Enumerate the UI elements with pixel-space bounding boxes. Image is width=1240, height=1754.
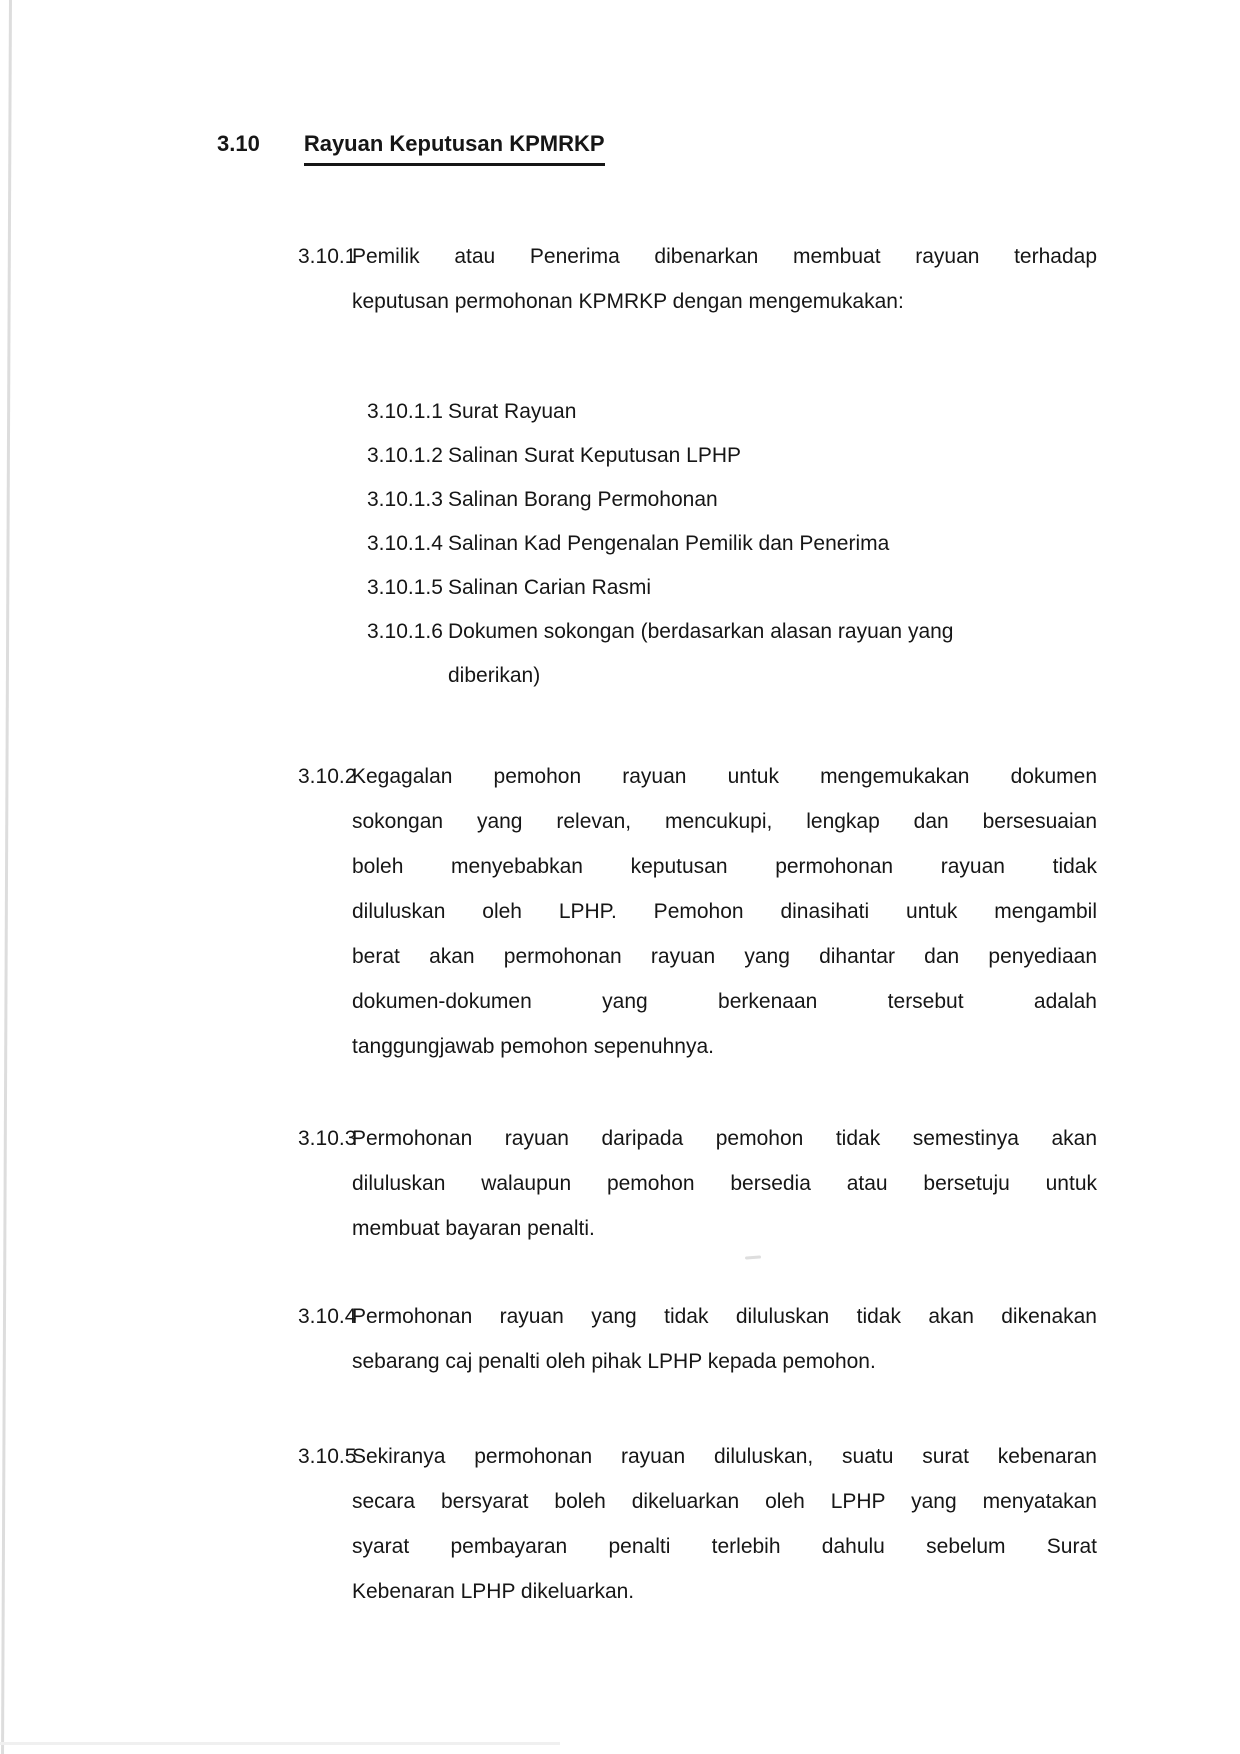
clause-3-10-3 <box>298 1116 1097 1251</box>
clause-body <box>352 234 1097 324</box>
clause-3-10-4 <box>298 1294 1097 1384</box>
clause-line: secara bersyarat boleh dikeluarkan oleh LPHP yang menyatakan <box>352 1490 1097 1513</box>
section-title: Rayuan Keputusan KPMRKP <box>304 128 605 166</box>
clause-body <box>352 1116 1097 1251</box>
list-item <box>367 566 954 610</box>
list-item-text: Salinan Carian Rasmi <box>448 576 652 599</box>
clause-line: diluluskan walaupun pemohon bersedia atau bersetuju untuk <box>352 1172 1097 1195</box>
clause-body <box>352 754 1097 1069</box>
list-item-text: Surat Rayuan <box>448 400 577 423</box>
scan-smudge-bottom <box>0 1742 560 1745</box>
scan-speck-artifact <box>745 1255 761 1259</box>
clause-line: dokumen-dokumen yang berkenaan tersebut adalah <box>352 990 1097 1013</box>
clause-number: 3.10.4 <box>298 1305 357 1328</box>
clause-3-10-5 <box>298 1434 1097 1614</box>
clause-line: berat akan permohonan rayuan yang dihantar dan penyediaan <box>352 945 1097 968</box>
list-item-text <box>448 610 954 698</box>
clause-body <box>352 1434 1097 1614</box>
list-item-number: 3.10.1.6 <box>367 620 443 643</box>
list-item-text: Salinan Surat Keputusan LPHP <box>448 444 742 467</box>
scan-edge-artifact <box>1 0 12 1754</box>
clause-number: 3.10.3 <box>298 1127 357 1150</box>
list-item <box>367 610 954 698</box>
list-item-text: Salinan Kad Pengenalan Pemilik dan Penerima <box>448 532 890 555</box>
list-item-number: 3.10.1.3 <box>367 488 443 511</box>
clause-line: Kebenaran LPHP dikeluarkan. <box>352 1580 635 1603</box>
clause-number: 3.10.2 <box>298 765 357 788</box>
clause-line: syarat pembayaran penalti terlebih dahulu sebelum Surat <box>352 1535 1097 1558</box>
clause-number: 3.10.1 <box>298 245 357 268</box>
list-item <box>367 434 954 478</box>
section-number: 3.10 <box>217 131 260 156</box>
clause-line: tanggungjawab pemohon sepenuhnya. <box>352 1035 714 1058</box>
list-item <box>367 522 954 566</box>
list-item <box>367 390 954 434</box>
list-item-number: 3.10.1.5 <box>367 576 443 599</box>
clause-number: 3.10.5 <box>298 1445 357 1468</box>
requirement-list <box>367 390 954 698</box>
clause-body <box>352 1294 1097 1384</box>
list-item-text: Salinan Borang Permohonan <box>448 488 718 511</box>
clause-line: keputusan permohonan KPMRKP dengan mengemukakan: <box>352 290 904 313</box>
list-item-number: 3.10.1.2 <box>367 444 443 467</box>
clause-line: sebarang caj penalti oleh pihak LPHP kepada pemohon. <box>352 1350 876 1373</box>
clause-3-10-2 <box>298 754 1097 1069</box>
section-heading <box>217 128 605 166</box>
clause-line: Permohonan rayuan daripada pemohon tidak semestinya akan <box>352 1127 1097 1150</box>
clause-line: Sekiranya permohonan rayuan diluluskan, suatu surat kebenaran <box>352 1445 1097 1468</box>
clause-line: sokongan yang relevan, mencukupi, lengkap dan bersesuaian <box>352 810 1097 833</box>
clause-line: Pemilik atau Penerima dibenarkan membuat rayuan terhadap <box>352 245 1097 268</box>
list-item-number: 3.10.1.4 <box>367 532 443 555</box>
clause-line: boleh menyebabkan keputusan permohonan rayuan tidak <box>352 855 1097 878</box>
list-item-line: Dokumen sokongan (berdasarkan alasan rayuan yang <box>448 620 954 643</box>
list-item-number: 3.10.1.1 <box>367 400 443 423</box>
clause-3-10-1 <box>298 234 1097 324</box>
clause-line: Kegagalan pemohon rayuan untuk mengemukakan dokumen <box>352 765 1097 788</box>
list-item-line: diberikan) <box>448 664 541 687</box>
clause-line: Permohonan rayuan yang tidak diluluskan tidak akan dikenakan <box>352 1305 1097 1328</box>
clause-line: membuat bayaran penalti. <box>352 1217 595 1240</box>
list-item <box>367 478 954 522</box>
clause-line: diluluskan oleh LPHP. Pemohon dinasihati untuk mengambil <box>352 900 1097 923</box>
